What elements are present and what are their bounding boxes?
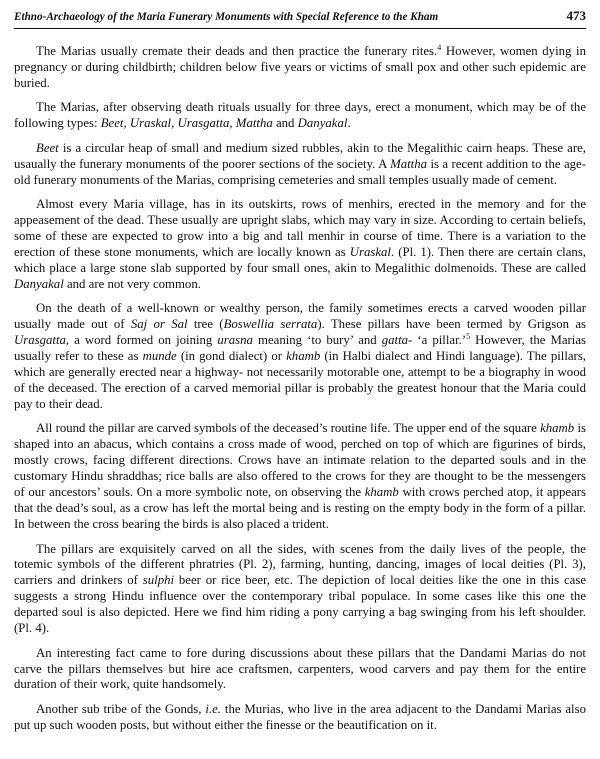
text-run: (in Halbi dialect and Hindi language). The pillars, which are generally erected near a highway- not necessarily motorable one, attempt to be a biography in wood of the deceased. The erection of a carved memorial pillar is probably the greatest honour that the Maria could pay to their dead. <box>14 349 587 411</box>
paragraph <box>14 646 586 694</box>
text-run: ). These pillars have been termed by Grigson as <box>317 317 586 332</box>
italic-term: gatta <box>381 333 409 348</box>
text-run: The Marias, after observing death rituals usually for three days, erect a monument, which may be of the following types: <box>14 100 586 131</box>
text-run: is a circular heap of small and medium sized rubbles, akin to the Megalithic cairn heaps. These are, usaually the funerary monuments of the poorer sections of the society. A <box>14 140 586 171</box>
text-run: (in gond dialect) or <box>176 349 287 364</box>
text-run: . (Pl. 1). Then there are certain clans, which place a large stone slab supported by four small ones, akin to Megalithic dolmenoids. These are called <box>14 245 586 275</box>
text-run: is a recent addition to the age-old funerary monuments of the Marias, comprising cemeteries and small temples usually made of cement. <box>14 156 586 187</box>
italic-term: khamb <box>364 485 399 500</box>
paragraph <box>14 141 586 189</box>
text-run: On the death of a well-known or wealthy person, the family sometimes erects a carved wooden pillar usually made out of <box>14 301 586 332</box>
italic-term: Danyakal <box>14 276 64 291</box>
running-header-title: Ethno-Archaeology of the Maria Funerary Monuments with Special Reference to the Kham <box>14 11 439 23</box>
text-run: , a word formed on joining <box>65 333 218 348</box>
italic-term: Beet <box>36 140 59 155</box>
text-run: . <box>347 116 351 131</box>
page-number: 473 <box>566 8 586 23</box>
paragraph <box>14 100 586 132</box>
footnote-reference: 4 <box>437 43 442 52</box>
paragraph <box>14 421 586 532</box>
text-run: However, the Marias usually refer to these as <box>14 333 586 364</box>
italic-term: Danyakal <box>297 116 348 131</box>
text-run: The Marias usually cremate their deads and then practice the funerary rites. <box>36 44 438 58</box>
italic-term: Urasgatta <box>14 333 66 348</box>
italic-term: urasna <box>217 333 253 348</box>
text-run: and are not very common. <box>63 276 201 291</box>
footnote-reference: 5 <box>466 332 471 342</box>
text-run: All round the pillar are carved symbols of the deceased’s routine life. The upper end of the square <box>36 421 541 436</box>
body-text <box>14 44 586 734</box>
text-run: beer or rice beer, etc. The depiction of local deities like the one in this case suggests a strong Hindu influence over the contemporary tribal populace. In some cases like this one the departed soul is also depicted. Here we find him riding a pony carrying a bag swinging from his left shoulder. (Pl. 4). <box>14 573 587 636</box>
paragraph <box>14 44 586 92</box>
text-run: tree ( <box>187 317 224 332</box>
paragraph <box>14 542 586 637</box>
text-run: However, women dying in pregnancy or during childbirth; children below five years or victims of small pox and other such epidemic are buried. <box>14 44 586 90</box>
italic-term: khamb <box>540 421 575 436</box>
text-run: the Murias, who live in the area adjacent to the Dandami Marias also put up such wooden posts, but without either the finesse or the beautification on it. <box>14 702 586 732</box>
paragraph <box>14 197 586 292</box>
text-run: An interesting fact came to fore during discussions about these pillars that the Dandami Marias do not carve the pillars themselves but hire ace craftsmen, carpenters, wood carvers and pay them for the entire duration of their work, quite handsomely. <box>14 645 586 692</box>
text-run: meaning ‘to bury’ and <box>252 333 382 348</box>
paragraph <box>14 301 586 412</box>
italic-term: sulphi <box>142 573 175 588</box>
italic-term: Saj or Sal <box>130 317 188 332</box>
text-run: Almost every Maria village, has in its outskirts, rows of menhirs, erected in the memory and for the appeasement of the dead. These usually are upright slabs, which may vary in size. According to certain beliefs, some of these are expected to grow into a big and tall menhir in course of time. There is a variation to the erection of these stone monuments, which are locally known as <box>14 197 586 260</box>
text-run: and <box>272 116 298 131</box>
italic-term: Boswellia serrata <box>223 317 318 332</box>
italic-term: Beet, Uraskal, Urasgatta, Mattha <box>100 116 273 131</box>
text-run: - ‘a pillar.’ <box>408 333 467 348</box>
text-run: is shaped into an abacus, which contains a cross made of wood, perched on top of which are figurines of birds, mostly crows, facing different directions. Crows have an intimate relation to the departed souls and in the customary Hindu shraddhas; rice balls are also offered to the crows for they are thought to be the messengers of our ancestors’ souls. On a more symbolic note, on observing the <box>14 421 586 500</box>
running-header <box>14 8 586 29</box>
italic-term: Uraskal <box>349 245 391 260</box>
paragraph <box>14 702 586 734</box>
italic-term: i.e. <box>205 702 222 717</box>
text-run: with crows perched atop, it appears that the dead’s soul, as a crow has left the mortal being and is resting on the empty body in the form of a pillar. In between the cross bearing the birds is also placed a trident. <box>14 485 586 531</box>
text-run: Another sub tribe of the Gonds, <box>36 702 206 717</box>
italic-term: munde <box>142 349 177 364</box>
italic-term: khamb <box>286 349 321 364</box>
italic-term: Mattha <box>390 156 428 171</box>
text-run: The pillars are exquisitely carved on all the sides, with scenes from the daily lives of the people, the totemic symbols of the different phratries (Pl. 2), farming, hunting, dancing, images of local deities (Pl. 3), carriers and drinkers of <box>14 541 586 588</box>
